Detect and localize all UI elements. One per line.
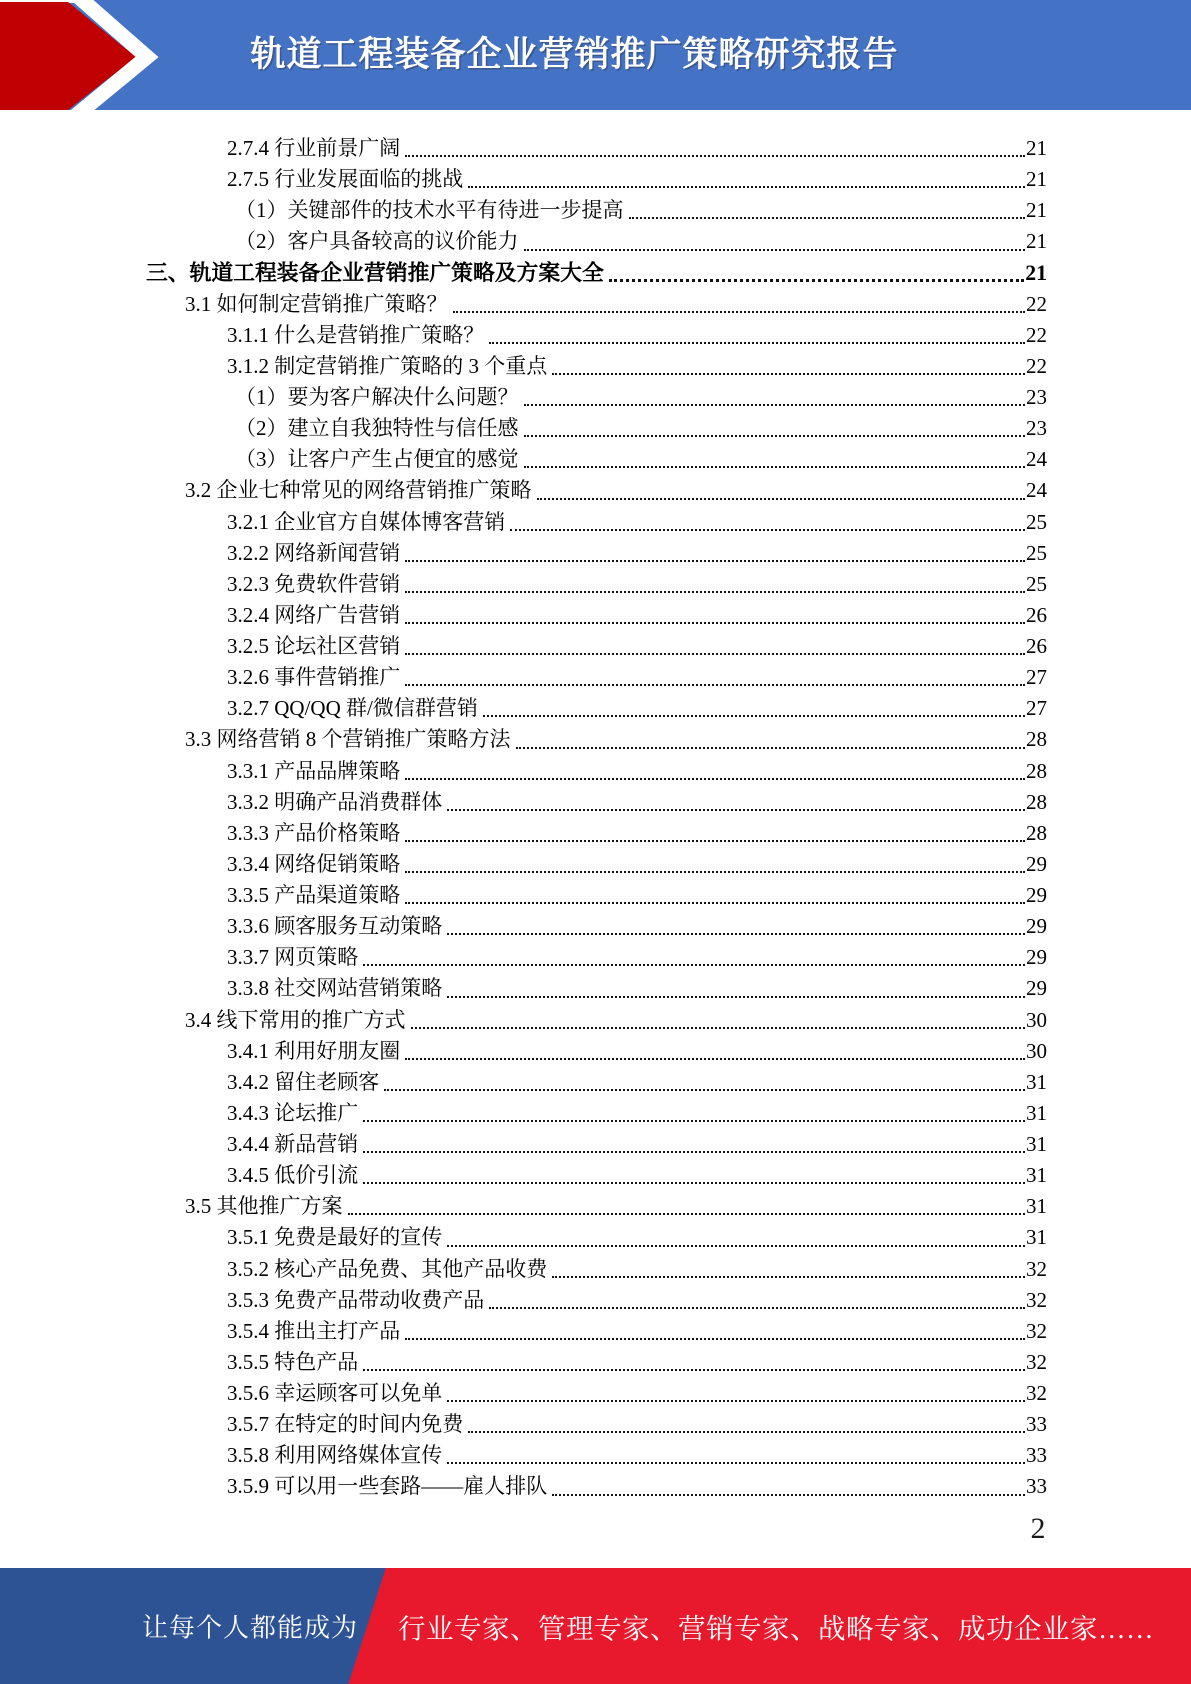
toc-entry-page: 33 (1026, 1443, 1047, 1468)
toc-entry-page: 32 (1026, 1318, 1047, 1343)
toc-entry[interactable] (146, 973, 1047, 1004)
page-footer (0, 1568, 1191, 1684)
toc-entry[interactable] (146, 1440, 1047, 1471)
toc-dot-leader (447, 1400, 1025, 1402)
toc-entry[interactable] (146, 226, 1047, 257)
toc-entry[interactable] (146, 507, 1047, 538)
toc-dot-leader (405, 155, 1025, 157)
toc-entry-page: 25 (1026, 509, 1047, 534)
toc-dot-leader (405, 871, 1025, 873)
toc-dot-leader (405, 902, 1025, 904)
toc-dot-leader (552, 373, 1025, 375)
toc-entry[interactable] (146, 164, 1047, 195)
toc-entry[interactable] (146, 133, 1047, 164)
toc-dot-leader (489, 342, 1025, 344)
toc-entry-label: 3.5 其他推广方案 (185, 1194, 343, 1219)
toc-dot-leader (405, 1338, 1025, 1340)
toc-entry[interactable] (146, 1005, 1047, 1036)
toc-entry-page: 31 (1026, 1069, 1047, 1094)
toc-dot-leader (609, 279, 1024, 282)
toc-entry[interactable] (146, 1191, 1047, 1222)
toc-entry-page: 32 (1026, 1349, 1047, 1374)
toc-entry-page: 29 (1026, 914, 1047, 939)
toc-entry-page: 21 (1025, 260, 1047, 285)
toc-entry[interactable] (146, 1160, 1047, 1191)
toc-entry-page: 27 (1026, 665, 1047, 690)
toc-entry-label: 3.2.6 事件营销推广 (227, 665, 401, 690)
toc-entry-label: 3.4.2 留住老顾客 (227, 1069, 380, 1094)
toc-entry-label: 3.5.3 免费产品带动收费产品 (227, 1287, 485, 1312)
toc-entry-label: 3.2.7 QQ/QQ 群/微信群营销 (227, 696, 478, 721)
toc-entry-page: 31 (1026, 1132, 1047, 1156)
toc-entry-label: 3.3.3 产品价格策略 (227, 820, 401, 845)
toc-entry[interactable] (146, 1471, 1047, 1502)
toc-dot-leader (363, 1120, 1025, 1122)
toc-entry[interactable] (146, 724, 1047, 755)
toc-entry-page: 33 (1026, 1474, 1047, 1499)
toc-entry-label: 3.4 线下常用的推广方式 (185, 1007, 406, 1032)
toc-entry-label: （1）要为客户解决什么问题？ (235, 385, 519, 409)
toc-entry-label: 3.1.1 什么是营销推广策略？ (227, 322, 485, 347)
toc-entry-label: 3.2.2 网络新闻营销 (227, 540, 401, 565)
toc-entry-label: 3.4.3 论坛推广 (227, 1100, 359, 1125)
toc-entry[interactable] (146, 1222, 1047, 1253)
toc-dot-leader (524, 404, 1026, 406)
toc-entry-label: 3.2.1 企业官方自媒体博客营销 (227, 509, 506, 534)
toc-dot-leader (405, 684, 1025, 686)
toc-dot-leader (405, 560, 1025, 562)
toc-entry[interactable] (146, 475, 1047, 506)
toc-dot-leader (384, 1089, 1025, 1091)
toc-dot-leader (348, 1213, 1026, 1215)
toc-dot-leader (405, 778, 1025, 780)
toc-dot-leader (483, 715, 1025, 717)
toc-dot-leader (516, 747, 1026, 749)
toc-entry-page: 29 (1026, 945, 1047, 970)
toc-entry-label: 3.2.4 网络广告营销 (227, 602, 401, 627)
toc-entry[interactable] (146, 1347, 1047, 1378)
toc-entry[interactable] (146, 1129, 1047, 1160)
report-header (0, 0, 1191, 110)
toc-entry-label: 3.5.9 可以用一些套路——雇人排队 (227, 1474, 548, 1499)
toc-dot-leader (537, 498, 1026, 500)
toc-dot-leader (405, 1058, 1025, 1060)
toc-entry-label: 2.7.5 行业发展面临的挑战 (227, 167, 464, 192)
toc-entry-page: 22 (1026, 353, 1047, 378)
toc-entry-page: 30 (1026, 1038, 1047, 1063)
toc-dot-leader (363, 1182, 1025, 1184)
toc-entry[interactable] (146, 289, 1047, 320)
toc-entry-label: 3.5.8 利用网络媒体宣传 (227, 1443, 443, 1468)
toc-entry-page: 21 (1026, 136, 1047, 160)
toc-entry-label: 3.5.5 特色产品 (227, 1349, 359, 1374)
toc-entry[interactable] (146, 787, 1047, 818)
toc-entry-label: 三、轨道工程装备企业营销推广策略及方案大全 (146, 260, 604, 285)
toc-dot-leader (363, 1151, 1025, 1153)
toc-entry[interactable] (146, 1316, 1047, 1347)
toc-entry-page: 27 (1026, 696, 1047, 721)
toc-entry-page: 26 (1026, 602, 1047, 627)
toc-entry[interactable] (146, 1098, 1047, 1129)
toc-dot-leader (363, 964, 1025, 966)
toc-entry[interactable] (146, 880, 1047, 911)
toc-entry-label: 3.3.1 产品品牌策略 (227, 758, 401, 783)
toc-entry-label: （1）关键部件的技术水平有待进一步提高 (235, 198, 624, 223)
toc-entry-label: 3.4.1 利用好朋友圈 (227, 1038, 401, 1063)
toc-entry-page: 28 (1026, 789, 1047, 814)
toc-entry-page: 28 (1026, 727, 1047, 752)
toc-entry-page: 26 (1026, 634, 1047, 658)
toc-entry-page: 22 (1026, 322, 1047, 347)
toc-entry-label: 3.3.6 顾客服务互动策略 (227, 914, 443, 939)
toc-dot-leader (405, 622, 1025, 624)
toc-dot-leader (447, 996, 1025, 998)
toc-entry[interactable] (146, 444, 1047, 475)
toc-entry[interactable] (146, 569, 1047, 600)
toc-entry[interactable] (146, 258, 1047, 289)
toc-entry-label: 3.3.7 网页策略 (227, 945, 359, 970)
toc-entry-label: （3）让客户产生占便宜的感觉 (235, 447, 519, 472)
toc-dot-leader (489, 1307, 1025, 1309)
toc-entry[interactable] (146, 1378, 1047, 1409)
toc-entry-label: 3.4.5 低价引流 (227, 1163, 359, 1188)
toc-dot-leader (405, 591, 1025, 593)
toc-entry-label: 3.3.2 明确产品消费群体 (227, 789, 443, 814)
toc-dot-leader (552, 1494, 1025, 1496)
toc-entry[interactable] (146, 849, 1047, 880)
toc-entry-page: 33 (1026, 1412, 1047, 1437)
toc-dot-leader (447, 933, 1025, 935)
toc-entry[interactable] (146, 1254, 1047, 1285)
toc-entry[interactable] (146, 693, 1047, 724)
toc-entry-label: 3.3.5 产品渠道策略 (227, 883, 401, 907)
toc-dot-leader (405, 840, 1025, 842)
footer-slogan-right: 行业专家、管理专家、营销专家、战略专家、成功企业家…… (398, 1613, 1154, 1644)
toc-dot-leader (447, 1245, 1025, 1247)
toc-entry-label: 3.3.4 网络促销策略 (227, 851, 401, 876)
toc-dot-leader (629, 217, 1026, 219)
toc-entry-page: 24 (1026, 478, 1047, 503)
toc-entry-label: 3.1 如何制定营销推广策略？ (185, 291, 448, 316)
toc-entry-page: 23 (1026, 385, 1047, 409)
toc-entry-label: 3.2.3 免费软件营销 (227, 571, 401, 596)
toc-entry-page: 25 (1026, 540, 1047, 565)
toc-entry-label: 3.5.7 在特定的时间内免费 (227, 1412, 464, 1437)
toc-entry-page: 32 (1026, 1381, 1047, 1405)
toc-dot-leader (447, 809, 1025, 811)
toc-dot-leader (510, 529, 1025, 531)
toc-entry-label: 3.2.5 论坛社区营销 (227, 634, 401, 658)
toc-entry-page: 28 (1026, 820, 1047, 845)
toc-entry[interactable] (146, 942, 1047, 973)
toc-entry-label: 3.5.4 推出主打产品 (227, 1318, 401, 1343)
toc-dot-leader (447, 1462, 1025, 1464)
toc-entry-page: 31 (1026, 1194, 1047, 1219)
toc-dot-leader (468, 186, 1025, 188)
toc-entry-page: 24 (1026, 447, 1047, 472)
toc-entry[interactable] (146, 911, 1047, 942)
toc-entry-page: 31 (1026, 1100, 1047, 1125)
toc-entry[interactable] (146, 1409, 1047, 1440)
toc-entry[interactable] (146, 1067, 1047, 1098)
toc-entry-page: 21 (1026, 229, 1047, 254)
toc-entry-page: 32 (1026, 1256, 1047, 1281)
toc-dot-leader (411, 1027, 1026, 1029)
toc-entry[interactable] (146, 662, 1047, 693)
toc-entry[interactable] (146, 1285, 1047, 1316)
toc-entry-page: 29 (1026, 883, 1047, 907)
toc-entry-page: 22 (1026, 291, 1047, 316)
toc-entry[interactable] (146, 382, 1047, 413)
toc-entry-page: 21 (1026, 198, 1047, 223)
toc-dot-leader (405, 653, 1025, 655)
toc-entry[interactable] (146, 351, 1047, 382)
toc-entry-label: 3.3 网络营销 8 个营销推广策略方法 (185, 727, 511, 752)
toc-entry[interactable] (146, 756, 1047, 787)
toc-dot-leader (524, 249, 1026, 251)
toc-dot-leader (524, 466, 1026, 468)
toc-dot-leader (552, 1276, 1025, 1278)
toc-entry-label: （2）客户具备较高的议价能力 (235, 229, 519, 254)
toc-entry[interactable] (146, 320, 1047, 351)
toc-entry-label: （2）建立自我独特性与信任感 (235, 416, 519, 441)
toc-dot-leader (453, 311, 1026, 313)
toc-entry[interactable] (146, 818, 1047, 849)
toc-entry-page: 29 (1026, 851, 1047, 876)
toc-entry-label: 3.5.6 幸运顾客可以免单 (227, 1381, 443, 1405)
toc-entry[interactable] (146, 413, 1047, 444)
toc-entry-page: 30 (1026, 1007, 1047, 1032)
toc-entry[interactable] (146, 600, 1047, 631)
page-number: 2 (1030, 1512, 1046, 1545)
toc-entry-label: 2.7.4 行业前景广阔 (227, 136, 401, 160)
toc-entry-label: 3.5.2 核心产品免费、其他产品收费 (227, 1256, 548, 1281)
toc-dot-leader (363, 1369, 1025, 1371)
toc-entry-page: 31 (1026, 1163, 1047, 1188)
toc-dot-leader (468, 1431, 1025, 1433)
toc-entry-page: 28 (1026, 758, 1047, 783)
report-title: 轨道工程装备企业营销推广策略研究报告 (250, 35, 899, 74)
toc-entry-label: 3.2 企业七种常见的网络营销推广策略 (185, 478, 532, 503)
toc-entry-page: 23 (1026, 416, 1047, 441)
toc-list (146, 133, 1047, 1503)
toc-entry[interactable] (146, 631, 1047, 662)
toc-entry-page: 21 (1026, 167, 1047, 192)
toc-dot-leader (524, 435, 1026, 437)
toc-entry-page: 32 (1026, 1287, 1047, 1312)
toc-entry-label: 3.3.8 社交网站营销策略 (227, 976, 443, 1001)
toc-entry[interactable] (146, 538, 1047, 569)
toc-entry[interactable] (146, 195, 1047, 226)
footer-slogan-left: 让每个人都能成为 (142, 1613, 359, 1643)
toc-entry-label: 3.4.4 新品营销 (227, 1132, 359, 1156)
toc-entry[interactable] (146, 1036, 1047, 1067)
toc-entry-label: 3.5.1 免费是最好的宣传 (227, 1225, 443, 1250)
toc-entry-page: 25 (1026, 571, 1047, 596)
toc-entry-page: 31 (1026, 1225, 1047, 1250)
toc-entry-page: 29 (1026, 976, 1047, 1001)
toc-entry-label: 3.1.2 制定营销推广策略的 3 个重点 (227, 353, 548, 378)
